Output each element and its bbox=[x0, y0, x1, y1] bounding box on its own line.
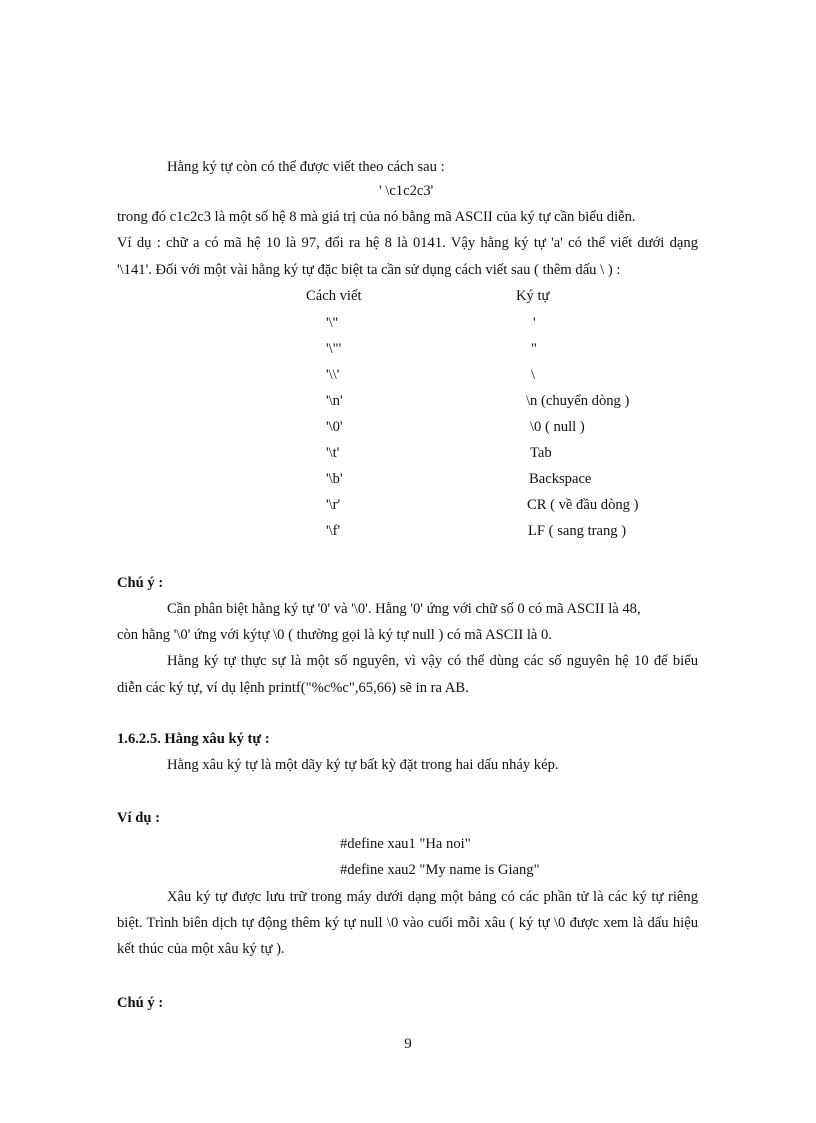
code-define-xau1: #define xau1 "Ha noi" bbox=[340, 836, 471, 852]
table-row-code: '\t' bbox=[326, 445, 340, 461]
table-header-code: Cách viết bbox=[306, 288, 362, 304]
note-line3: Hằng ký tự thực sự là một số nguyên, vì vậy có thể dùng các số nguyên hệ 10 để biểu bbox=[167, 653, 698, 669]
paragraph-octal-explain: trong đó c1c2c3 là một số hệ 8 mà giá trị của nó bằng mã ASCII của ký tự cần biểu diễn. bbox=[117, 209, 636, 225]
table-row-code: '\b' bbox=[326, 471, 343, 487]
note-line4: diễn các ký tự, ví dụ lệnh printf("%c%c",65,66) sẽ in ra AB. bbox=[117, 680, 469, 696]
table-row-code: '\n' bbox=[326, 393, 343, 409]
table-row-char: Backspace bbox=[529, 471, 592, 487]
table-row-code: '\'' bbox=[326, 315, 338, 331]
example-line1: Xâu ký tự được lưu trữ trong máy dưới dạng một bảng có các phần tử là các ký tự riêng bbox=[167, 889, 698, 905]
table-row-code: '\0' bbox=[326, 419, 343, 435]
table-row-char: CR ( về đầu dòng ) bbox=[527, 497, 639, 513]
table-row-char: ' bbox=[533, 315, 536, 331]
note-line1: Cần phân biệt hằng ký tự '0' và '\0'. Hằng '0' ứng với chữ số 0 có mã ASCII là 48, bbox=[167, 601, 641, 617]
paragraph-intro: Hằng ký tự còn có thể được viết theo cách sau : bbox=[167, 159, 445, 175]
section-paragraph: Hằng xâu ký tự là một dãy ký tự bất kỳ đặt trong hai dấu nháy kép. bbox=[167, 757, 559, 773]
code-define-xau2: #define xau2 "My name is Giang" bbox=[340, 862, 540, 878]
table-row-code: '\r' bbox=[326, 497, 341, 513]
table-row-char: \0 ( null ) bbox=[530, 419, 585, 435]
table-row-code: '\\' bbox=[326, 367, 340, 383]
code-octal-form: ' \c1c2c3' bbox=[379, 183, 434, 199]
table-row-char: Tab bbox=[530, 445, 552, 461]
table-row-char: \ bbox=[531, 367, 536, 383]
example-heading: Ví dụ : bbox=[117, 810, 160, 826]
note2-heading: Chú ý : bbox=[117, 995, 164, 1011]
example-line3: kết thúc của một xâu ký tự ). bbox=[117, 941, 285, 957]
table-row-code: '\"' bbox=[326, 341, 342, 357]
note-heading: Chú ý : bbox=[117, 575, 164, 591]
table-row-char: \n (chuyển dòng ) bbox=[526, 393, 630, 409]
page-number: 9 bbox=[404, 1036, 412, 1052]
table-row-char: " bbox=[531, 341, 537, 357]
note-line2: còn hằng '\0' ứng với kýtự \0 ( thường gọi là ký tự null ) có mã ASCII là 0. bbox=[117, 627, 552, 643]
example-line2: biệt. Trình biên dịch tự động thêm ký tự null \0 vào cuối mỗi xâu ( ký tự \0 được xem là dấu hiệu bbox=[117, 915, 698, 931]
paragraph-example-line2: '\141'. Đối với một vài hằng ký tự đặc biệt ta cần sử dụng cách viết sau ( thêm dấu \ ) : bbox=[117, 262, 621, 278]
table-row-char: LF ( sang trang ) bbox=[528, 523, 627, 539]
table-row-code: '\f' bbox=[326, 523, 341, 539]
paragraph-example-line1: Ví dụ : chữ a có mã hệ 10 là 97, đổi ra hệ 8 là 0141. Vậy hằng ký tự 'a' có thể viết dưới dạng bbox=[117, 235, 698, 251]
table-header-char: Ký tự bbox=[516, 288, 550, 304]
section-heading: 1.6.2.5. Hằng xâu ký tự : bbox=[117, 731, 270, 747]
